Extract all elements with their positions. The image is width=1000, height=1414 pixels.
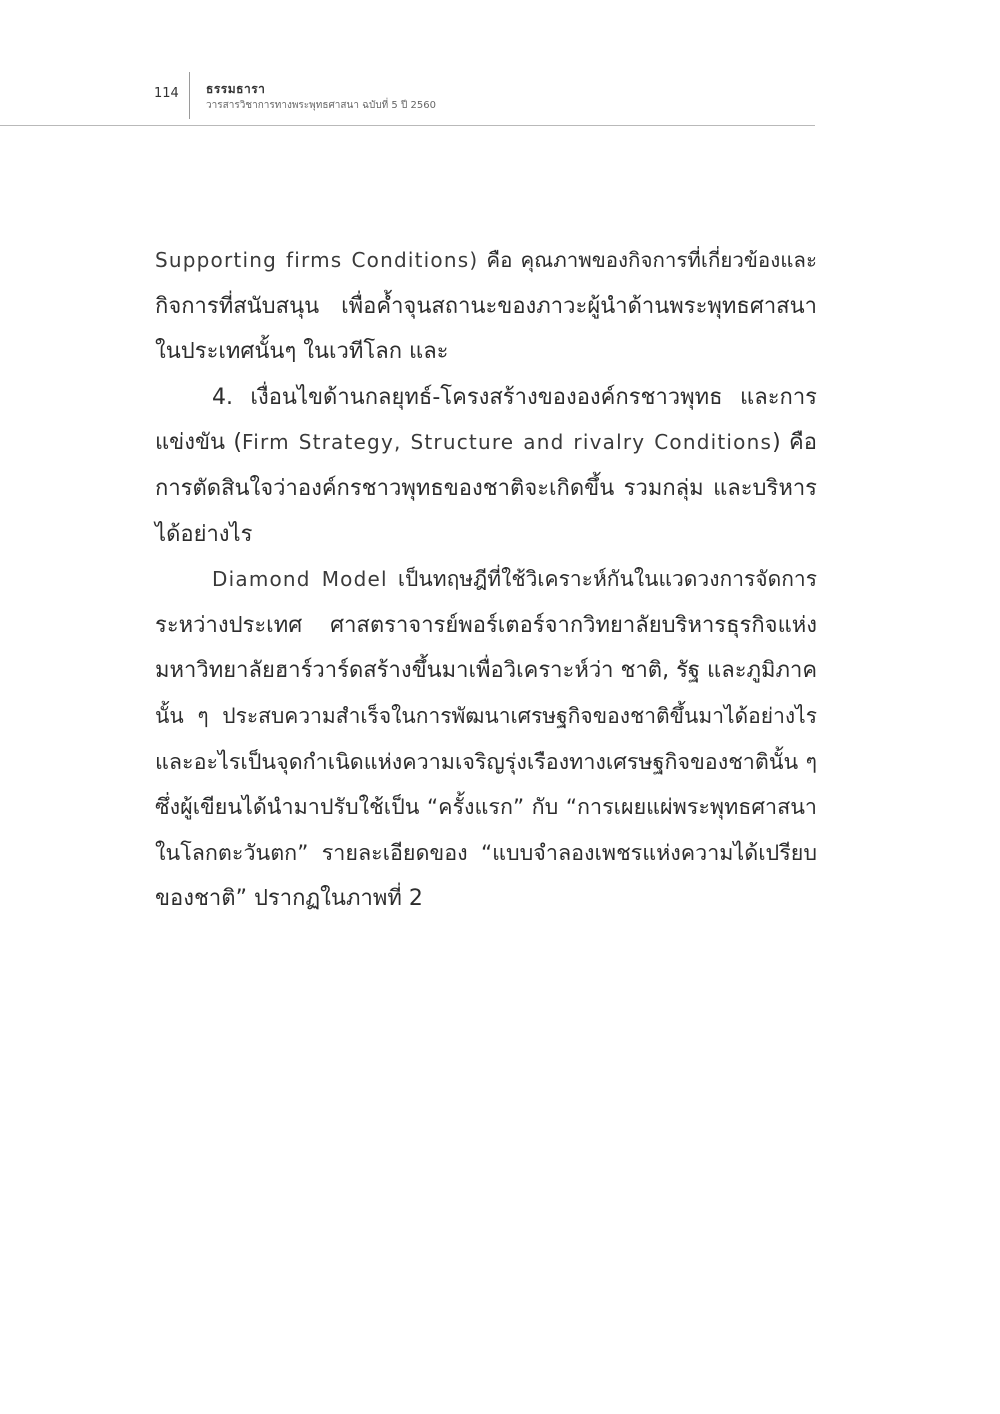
text-line bbox=[155, 238, 817, 284]
text-span: แข่งขัน ( bbox=[155, 430, 242, 456]
page-header bbox=[0, 72, 815, 126]
text-span: เป็นทฤษฎีที่ใช้วิเคราะห์กันในแวดวงการจัดการ bbox=[387, 567, 817, 592]
text-span: ) คือ bbox=[772, 430, 817, 456]
text-line: มหาวิทยาลัยฮาร์วาร์ดสร้างขึ้นมาเพื่อวิเคราะห์ว่า ชาติ, รัฐ และภูมิภาค bbox=[155, 658, 818, 684]
text-line: ได้อย่างไร bbox=[155, 521, 253, 547]
text-line bbox=[155, 420, 817, 466]
latin-term: Diamond Model bbox=[212, 567, 388, 592]
text-line: ซึ่งผู้เขียนได้นำมาปรับใช้เป็น “ครั้งแรก” กับ “การเผยแผ่พระพุทธศาสนา bbox=[155, 795, 817, 821]
text-line: ในโลกตะวันตก” รายละเอียดของ “แบบจำลองเพชรแห่งความได้เปรียบ bbox=[155, 840, 817, 866]
text-line: นั้น ๆ ประสบความสำเร็จในการพัฒนาเศรษฐกิจของชาติขึ้นมาได้อย่างไร bbox=[155, 703, 817, 728]
text-line: การตัดสินใจว่าองค์กรชาวพุทธของชาติจะเกิดขึ้น รวมกลุ่ม และบริหาร bbox=[155, 475, 817, 501]
journal-subtitle: วารสารวิชาการทางพระพุทธศาสนา ฉบับที่ 5 ปี 2560 bbox=[206, 100, 436, 111]
text-line: 4. เงื่อนไขด้านกลยุทธ์-โครงสร้างขององค์กรชาวพุทธ และการ bbox=[212, 384, 817, 410]
text-span: คือ คุณภาพของกิจการที่เกี่ยวข้องและ bbox=[478, 248, 817, 272]
text-line: ของชาติ” ปรากฏในภาพที่ 2 bbox=[155, 886, 423, 912]
text-line bbox=[155, 557, 817, 603]
text-line: ในประเทศนั้นๆ ในเวทีโลก และ bbox=[155, 339, 449, 365]
body-text bbox=[155, 238, 817, 922]
journal-name: ธรรมธารา bbox=[206, 82, 266, 96]
text-line: กิจการที่สนับสนุน เพื่อค้ำจุนสถานะของภาวะผู้นำด้านพระพุทธศาสนา bbox=[155, 293, 817, 319]
latin-term: Firm Strategy, Structure and rivalry Conditions bbox=[242, 430, 773, 455]
latin-term: Supporting firms Conditions) bbox=[155, 248, 479, 272]
page-number: 114 bbox=[154, 86, 179, 101]
text-line: ระหว่างประเทศ ศาสตราจารย์พอร์เตอร์จากวิทยาลัยบริหารธุรกิจแห่ง bbox=[155, 612, 817, 638]
text-line: และอะไรเป็นจุดกำเนิดแห่งความเจริญรุ่งเรืองทางเศรษฐกิจของชาตินั้น ๆ bbox=[155, 749, 817, 775]
header-divider bbox=[189, 72, 190, 119]
